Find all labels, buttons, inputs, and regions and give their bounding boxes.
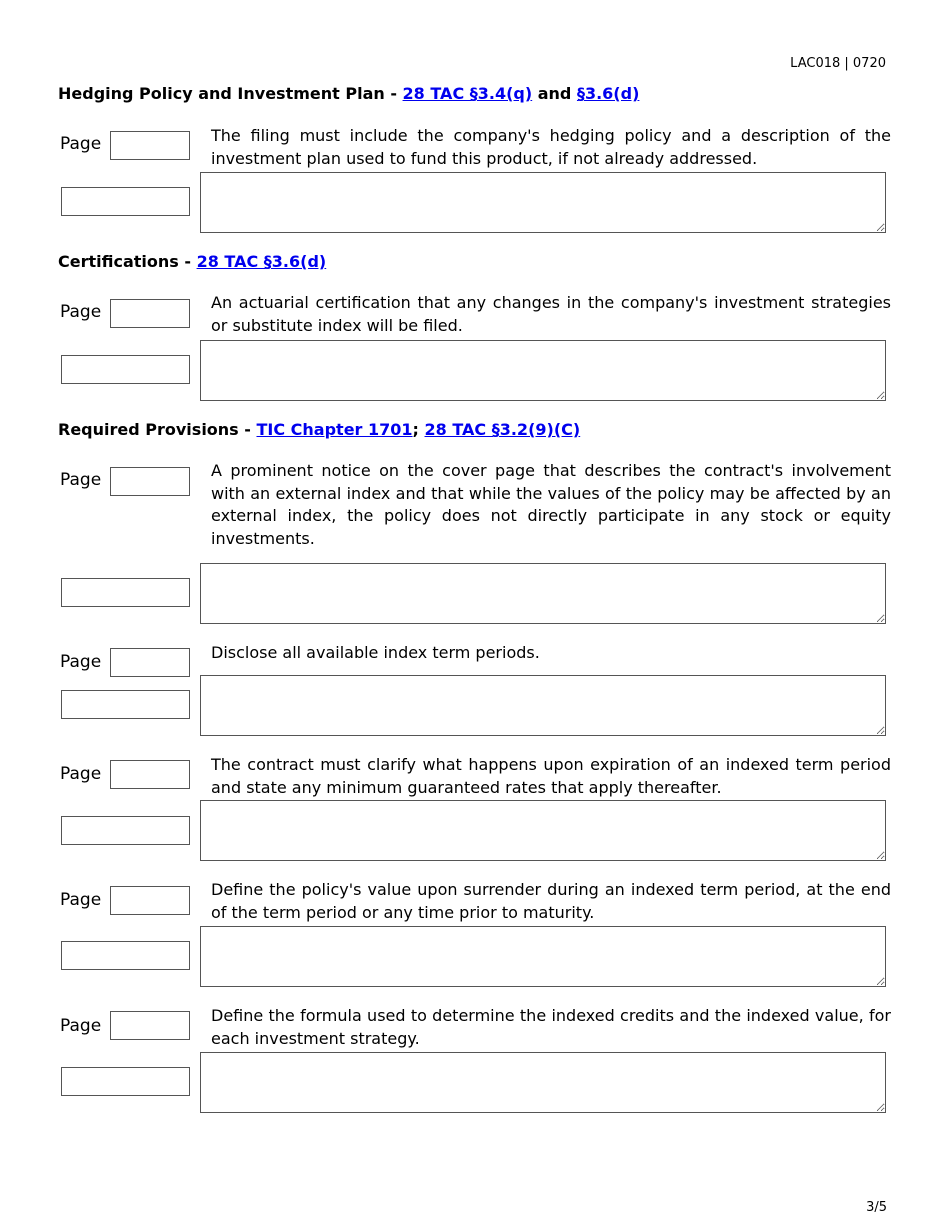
link-3-6-d[interactable]: §3.6(d) <box>576 84 640 103</box>
page-number-input[interactable] <box>110 299 190 328</box>
page-number-input[interactable] <box>110 648 190 677</box>
requirement-text: The contract must clarify what happens upon expiration of an indexed term period and state any minimum guaranteed rates that apply thereafter. <box>211 755 891 797</box>
requirement-text: An actuarial certification that any changes in the company's investment strategies or substitute index will be filed. <box>211 293 891 335</box>
reference-input[interactable] <box>61 816 190 845</box>
comment-field[interactable] <box>200 172 886 233</box>
section-heading-certifications <box>58 252 326 271</box>
page-label: Page <box>60 470 102 490</box>
page-number-input[interactable] <box>110 886 190 915</box>
comment-field[interactable] <box>200 1052 886 1113</box>
requirement-text: Define the formula used to determine the indexed credits and the indexed value, for each investment strategy. <box>211 1006 891 1048</box>
reference-input[interactable] <box>61 355 190 384</box>
requirement-text: Disclose all available index term periods. <box>211 643 540 662</box>
form-code: LAC018 | 0720 <box>790 56 886 71</box>
page-number-input[interactable] <box>110 131 190 160</box>
comment-field[interactable] <box>200 926 886 987</box>
page-label: Page <box>60 890 102 910</box>
comment-field[interactable] <box>200 563 886 624</box>
reference-input[interactable] <box>61 578 190 607</box>
section-title: Certifications - <box>58 252 197 271</box>
page-number-input[interactable] <box>110 760 190 789</box>
page-label: Page <box>60 1016 102 1036</box>
page-label: Page <box>60 134 102 154</box>
page-label: Page <box>60 652 102 672</box>
reference-input[interactable] <box>61 1067 190 1096</box>
page-number-input[interactable] <box>110 467 190 496</box>
link-28-tac-3-4-q[interactable]: 28 TAC §3.4(q) <box>402 84 533 103</box>
section-joiner: and <box>532 84 577 103</box>
section-heading-required-provisions <box>58 420 580 439</box>
page-label: Page <box>60 302 102 322</box>
page-label: Page <box>60 764 102 784</box>
comment-field[interactable] <box>200 340 886 401</box>
section-joiner: ; <box>412 420 425 439</box>
requirement-text: Define the policy's value upon surrender during an indexed term period, at the end of the term period or any time prior to maturity. <box>211 880 891 922</box>
reference-input[interactable] <box>61 690 190 719</box>
page-number: 3/5 <box>866 1200 887 1215</box>
link-28-tac-3-2-9-c[interactable]: 28 TAC §3.2(9)(C) <box>424 420 581 439</box>
section-title: Required Provisions - <box>58 420 257 439</box>
requirement-text: The filing must include the company's hedging policy and a description of the investment plan used to fund this product, if not already addressed. <box>211 126 891 168</box>
page-number-input[interactable] <box>110 1011 190 1040</box>
link-28-tac-3-6-d[interactable]: 28 TAC §3.6(d) <box>196 252 327 271</box>
link-tic-chapter-1701[interactable]: TIC Chapter 1701 <box>256 420 413 439</box>
comment-field[interactable] <box>200 675 886 736</box>
reference-input[interactable] <box>61 187 190 216</box>
comment-field[interactable] <box>200 800 886 861</box>
requirement-text: A prominent notice on the cover page that describes the contract's involvement with an external index and that while the values of the policy may be affected by an external index, the policy does not directly participate in any stock or equity investments. <box>211 461 891 548</box>
reference-input[interactable] <box>61 941 190 970</box>
section-title: Hedging Policy and Investment Plan - <box>58 84 403 103</box>
section-heading-hedging <box>58 84 639 103</box>
